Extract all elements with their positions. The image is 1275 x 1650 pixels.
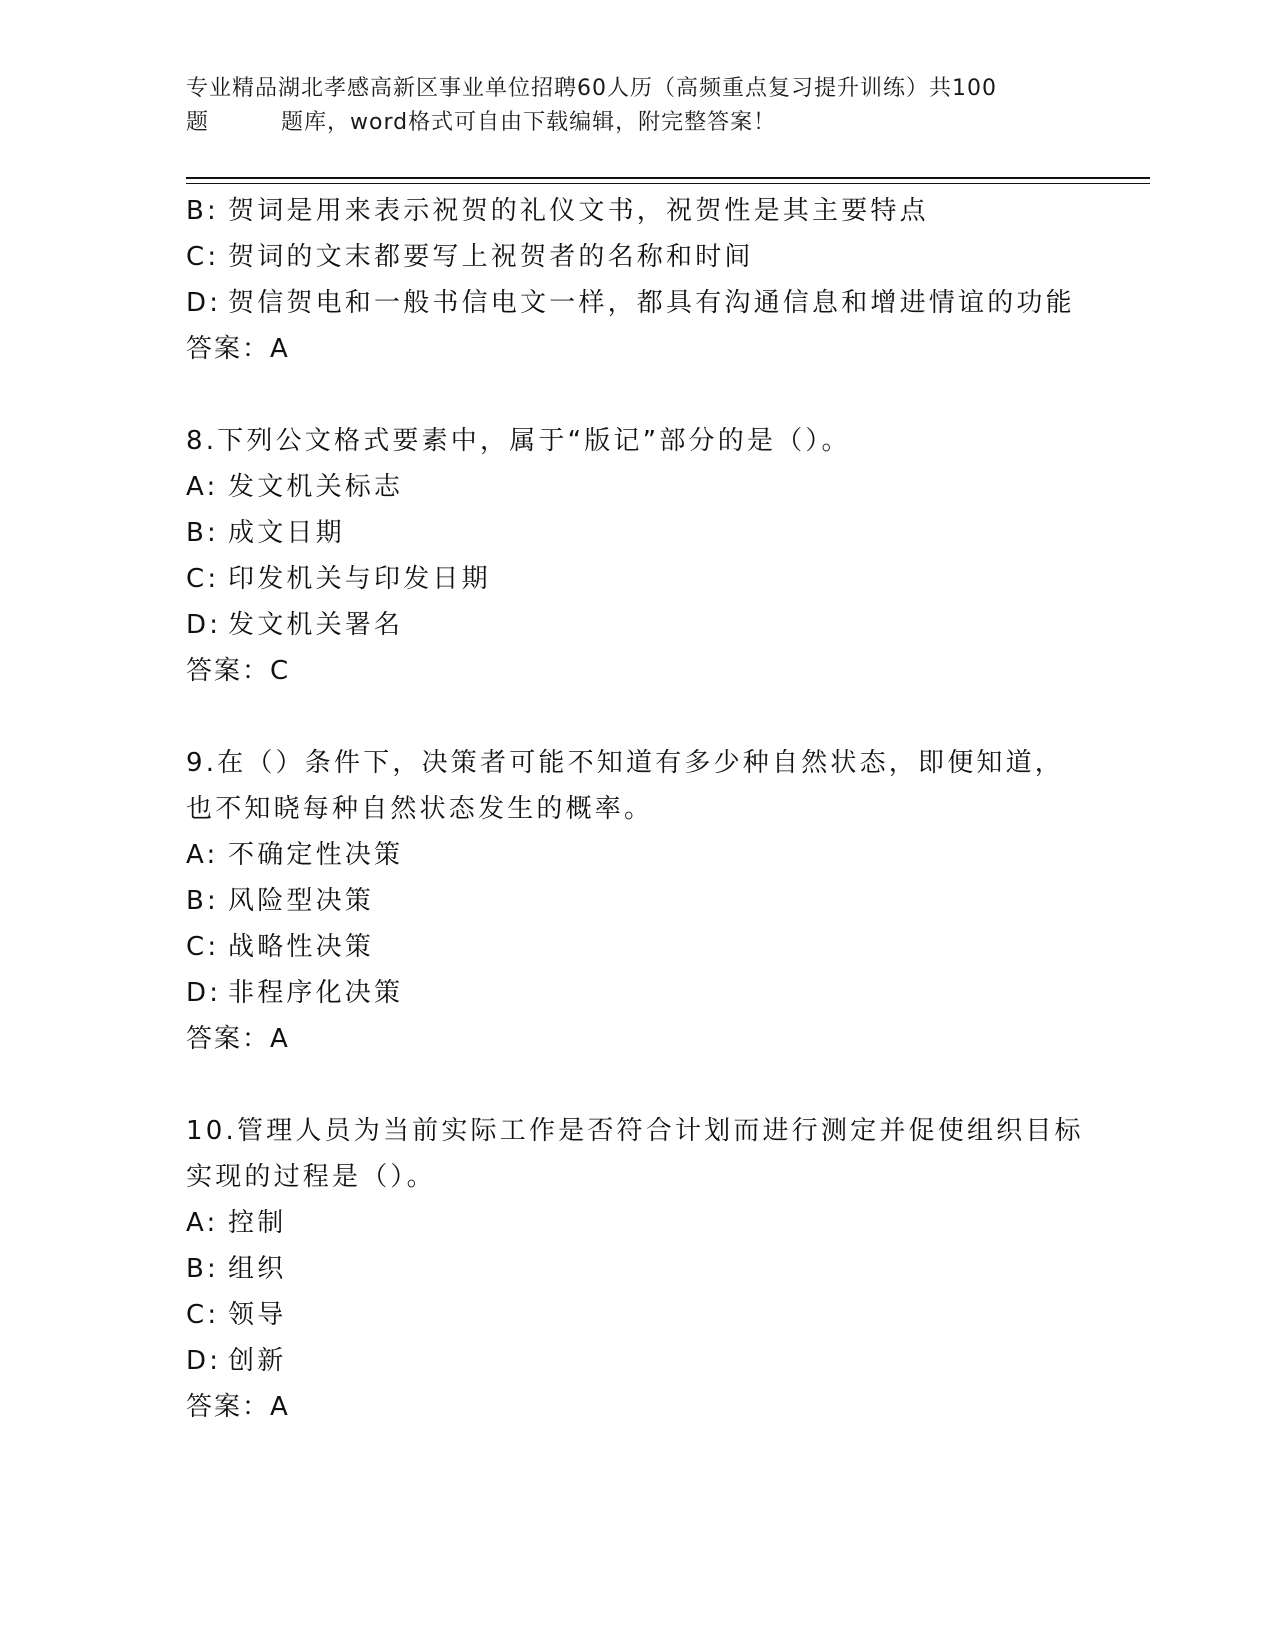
header-rule-thin xyxy=(186,183,1150,184)
option-text: 发文机关署名 xyxy=(228,610,404,640)
question-list xyxy=(186,188,1126,1430)
option-text: 成文日期 xyxy=(228,518,345,548)
answer-line: 答案：A xyxy=(186,1392,290,1422)
option-row xyxy=(186,280,1126,326)
option-row xyxy=(186,1246,1126,1292)
option-text: 创新 xyxy=(228,1346,287,1376)
header-title-line-2-left: 题 xyxy=(186,110,210,135)
option-text: 贺信贺电和一般书信电文一样，都具有沟通信息和增进情谊的功能 xyxy=(228,288,1075,318)
option-label: A: xyxy=(186,472,219,502)
question-block xyxy=(186,418,1126,694)
option-label: B: xyxy=(186,196,219,226)
option-row xyxy=(186,1338,1126,1384)
option-row xyxy=(186,602,1126,648)
answer-line: 答案：C xyxy=(186,656,291,686)
question-stem-continued: 也不知晓每种自然状态发生的概率。 xyxy=(186,794,654,824)
question-stem: 9.在（）条件下，决策者可能不知道有多少种自然状态，即便知道， xyxy=(186,748,1065,778)
option-text: 不确定性决策 xyxy=(228,840,404,870)
question-spacer xyxy=(186,1062,1126,1108)
option-label: D: xyxy=(186,288,222,318)
question-block xyxy=(186,740,1126,1062)
option-text: 组织 xyxy=(228,1254,287,1284)
option-label: D: xyxy=(186,610,222,640)
option-label: C: xyxy=(186,1300,220,1330)
option-row xyxy=(186,556,1126,602)
option-label: B: xyxy=(186,886,219,916)
option-row xyxy=(186,510,1126,556)
option-text: 控制 xyxy=(228,1208,287,1238)
option-row xyxy=(186,234,1126,280)
option-row xyxy=(186,924,1126,970)
question-spacer xyxy=(186,372,1126,418)
question-stem: 8.下列公文格式要素中，属于“版记”部分的是（）。 xyxy=(186,426,851,456)
option-label: D: xyxy=(186,978,222,1008)
option-text: 贺词的文末都要写上祝贺者的名称和时间 xyxy=(228,242,754,272)
option-label: C: xyxy=(186,242,220,272)
option-row xyxy=(186,1200,1126,1246)
option-label: C: xyxy=(186,564,220,594)
option-text: 印发机关与印发日期 xyxy=(228,564,491,594)
header-rule-thick xyxy=(186,177,1150,179)
option-label: A: xyxy=(186,840,219,870)
answer-line: 答案：A xyxy=(186,1024,290,1054)
option-row xyxy=(186,188,1126,234)
option-label: D: xyxy=(186,1346,222,1376)
answer-line: 答案：A xyxy=(186,334,290,364)
option-row xyxy=(186,832,1126,878)
option-text: 领导 xyxy=(228,1300,287,1330)
option-row xyxy=(186,1292,1126,1338)
option-row xyxy=(186,464,1126,510)
question-block xyxy=(186,1108,1126,1430)
option-label: C: xyxy=(186,932,220,962)
option-row xyxy=(186,878,1126,924)
option-label: A: xyxy=(186,1208,219,1238)
header-title-line-2-right: 题库，word格式可自由下载编辑，附完整答案！ xyxy=(281,110,777,135)
option-text: 贺词是用来表示祝贺的礼仪文书，祝贺性是其主要特点 xyxy=(228,196,929,226)
option-text: 战略性决策 xyxy=(228,932,375,962)
header-title-line-2 xyxy=(186,106,1086,140)
page-header xyxy=(186,72,1086,140)
option-text: 风险型决策 xyxy=(228,886,375,916)
question-spacer xyxy=(186,694,1126,740)
option-label: B: xyxy=(186,1254,219,1284)
option-row xyxy=(186,970,1126,1016)
header-title-line-1: 专业精品湖北孝感高新区事业单位招聘60人历（高频重点复习提升训练）共100 xyxy=(186,76,997,101)
question-stem-continued: 实现的过程是（）。 xyxy=(186,1162,436,1192)
option-text: 发文机关标志 xyxy=(228,472,404,502)
question-block xyxy=(186,188,1126,372)
option-text: 非程序化决策 xyxy=(228,978,404,1008)
option-label: B: xyxy=(186,518,219,548)
question-stem: 10.管理人员为当前实际工作是否符合计划而进行测定并促使组织目标 xyxy=(186,1116,1084,1146)
